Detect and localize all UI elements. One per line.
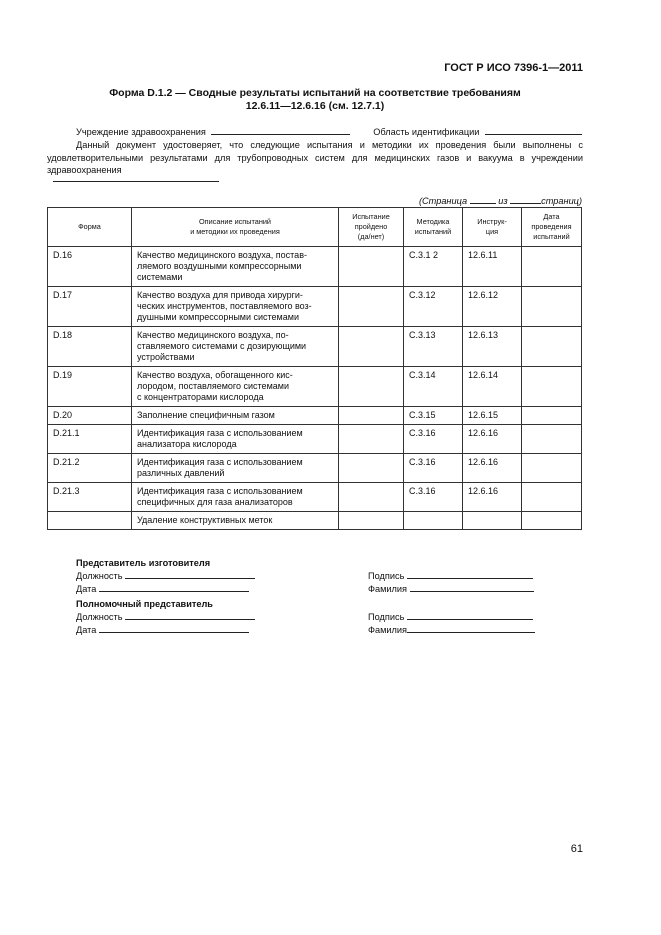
- authorized-heading: Полномочный представитель: [76, 599, 213, 609]
- manufacturer-signature-blank: [407, 569, 533, 579]
- header-method: Методика испытаний: [404, 208, 463, 247]
- cell-date: [522, 327, 582, 367]
- cell-method: [404, 512, 463, 530]
- cell-passed: [339, 483, 404, 512]
- manufacturer-date-label: Дата: [76, 584, 97, 594]
- manufacturer-signature-field: [368, 569, 546, 582]
- authorized-signature-label: Подпись: [368, 612, 405, 622]
- authorized-date-blank: [99, 623, 249, 633]
- cell-passed: [339, 287, 404, 327]
- cell-form: D.18: [48, 327, 132, 367]
- authorized-signature-block: [76, 599, 546, 636]
- cell-instruction: 12.6.16: [463, 425, 522, 454]
- manufacturer-position-label: Должность: [76, 571, 123, 581]
- header-passed: Испытание пройдено (да/нет): [339, 208, 404, 247]
- manufacturer-signature-block: [76, 558, 546, 595]
- form-title-line-1: Форма D.1.2 — Сводные результаты испытаний на соответствие требованиям: [109, 87, 521, 99]
- table-row: [48, 425, 582, 454]
- table-row: [48, 327, 582, 367]
- table-header-row: [48, 208, 582, 247]
- table-row: [48, 407, 582, 425]
- institution-field: [76, 125, 350, 139]
- manufacturer-heading: Представитель изготовителя: [76, 558, 211, 568]
- institution-line: [76, 125, 582, 139]
- cell-passed: [339, 512, 404, 530]
- authorized-date-field: [76, 623, 249, 636]
- cell-instruction: 12.6.16: [463, 483, 522, 512]
- page-ref-prefix: (Страница: [418, 196, 468, 206]
- cell-passed: [339, 407, 404, 425]
- cell-instruction: [463, 512, 522, 530]
- cell-date: [522, 367, 582, 407]
- table-row: [48, 454, 582, 483]
- cell-description: Идентификация газа с использованием специфичных для газа анализаторов: [132, 483, 339, 512]
- cell-form: D.16: [48, 247, 132, 287]
- manufacturer-position-field: [76, 569, 255, 582]
- cell-description: Идентификация газа с использованием анализатора кислорода: [132, 425, 339, 454]
- cell-form: D.19: [48, 367, 132, 407]
- cell-description: Идентификация газа с использованием различных давлений: [132, 454, 339, 483]
- cell-instruction: 12.6.12: [463, 287, 522, 327]
- cell-date: [522, 454, 582, 483]
- table-row: [48, 247, 582, 287]
- page-number: 61: [570, 843, 583, 855]
- cell-method: С.3.16: [404, 425, 463, 454]
- header-form: Форма: [48, 208, 132, 247]
- page-ref-mid: из: [498, 196, 508, 206]
- form-title-line-2: 12.6.11—12.6.16 (см. 12.7.1): [245, 100, 385, 112]
- cell-description: Качество воздуха, обогащенного кис- лородом, поставляемого системами с концентраторами кислорода: [132, 367, 339, 407]
- authorized-surname-label: Фамилия: [368, 625, 408, 635]
- cell-instruction: 12.6.16: [463, 454, 522, 483]
- authorized-date-label: Дата: [76, 625, 97, 635]
- header-instruction: Инструк- ция: [463, 208, 522, 247]
- header-date: Дата проведения испытаний: [522, 208, 582, 247]
- institution-name-blank: [53, 181, 219, 182]
- table-row: [48, 512, 582, 530]
- form-title: [48, 87, 582, 113]
- cell-description: Качество воздуха для привода хирурги- ческих инструментов, поставляемого воз- душными компрессорными системами: [132, 287, 339, 327]
- cell-form: D.20: [48, 407, 132, 425]
- cell-form: D.21.3: [48, 483, 132, 512]
- cell-method: С.3.16: [404, 454, 463, 483]
- manufacturer-date-field: [76, 582, 249, 595]
- cell-description: Качество медицинского воздуха, постав- ляемого воздушными компрессорными системами: [132, 247, 339, 287]
- cell-instruction: 12.6.15: [463, 407, 522, 425]
- cell-passed: [339, 367, 404, 407]
- table-row: [48, 367, 582, 407]
- manufacturer-surname-blank: [410, 582, 534, 592]
- cell-passed: [339, 454, 404, 483]
- authorized-surname-field: [368, 623, 546, 636]
- cell-method: С.3.1 2: [404, 247, 463, 287]
- page-ref-suffix: страниц): [541, 196, 582, 206]
- manufacturer-date-blank: [99, 582, 249, 592]
- cell-instruction: 12.6.14: [463, 367, 522, 407]
- cell-date: [522, 407, 582, 425]
- cell-method: С.3.15: [404, 407, 463, 425]
- authorized-signature-field: [368, 610, 546, 623]
- authorized-signature-blank: [407, 610, 533, 620]
- table-row: [48, 483, 582, 512]
- cell-method: С.3.12: [404, 287, 463, 327]
- cell-passed: [339, 327, 404, 367]
- cell-form: D.21.1: [48, 425, 132, 454]
- standard-designation: ГОСТ Р ИСО 7396-1—2011: [444, 62, 583, 74]
- cell-passed: [339, 247, 404, 287]
- cell-method: С.3.16: [404, 483, 463, 512]
- cell-form: D.17: [48, 287, 132, 327]
- cell-method: С.3.14: [404, 367, 463, 407]
- cell-date: [522, 287, 582, 327]
- authorized-position-label: Должность: [76, 612, 123, 622]
- manufacturer-signature-label: Подпись: [368, 571, 405, 581]
- cell-form: D.21.2: [48, 454, 132, 483]
- page-total-blank: [510, 194, 541, 204]
- area-label: Область идентификации: [373, 127, 480, 137]
- cell-instruction: 12.6.13: [463, 327, 522, 367]
- cell-date: [522, 425, 582, 454]
- cell-passed: [339, 425, 404, 454]
- results-table: [47, 207, 582, 530]
- authorized-position-blank: [125, 610, 255, 620]
- area-blank: [485, 125, 582, 135]
- cell-date: [522, 483, 582, 512]
- authorized-surname-blank: [407, 623, 535, 633]
- institution-label: Учреждение здравоохранения: [76, 127, 206, 137]
- area-field: [373, 125, 582, 139]
- manufacturer-surname-field: [368, 582, 546, 595]
- cell-description: Заполнение специфичным газом: [132, 407, 339, 425]
- page-number-blank: [470, 194, 496, 204]
- cell-date: [522, 247, 582, 287]
- manufacturer-position-blank: [125, 569, 255, 579]
- cell-date: [522, 512, 582, 530]
- table-row: [48, 287, 582, 327]
- cell-description: Удаление конструктивных меток: [132, 512, 339, 530]
- cell-form: [48, 512, 132, 530]
- page-reference: [419, 194, 582, 206]
- institution-blank: [211, 125, 350, 135]
- cell-method: С.3.13: [404, 327, 463, 367]
- cell-description: Качество медицинского воздуха, по- ставляемого системами с дозирующими устройствами: [132, 327, 339, 367]
- cell-instruction: 12.6.11: [463, 247, 522, 287]
- header-description: Описание испытаний и методики их проведения: [132, 208, 339, 247]
- authorized-position-field: [76, 610, 255, 623]
- certification-paragraph: Данный документ удостоверяет, что следующие испытания и методики их проведения были выполнены с удовлетворительными результатами для трубопроводных систем для медицинских газов и вакуума в учреждении здравоохранения: [47, 140, 583, 175]
- manufacturer-surname-label: Фамилия: [368, 584, 408, 594]
